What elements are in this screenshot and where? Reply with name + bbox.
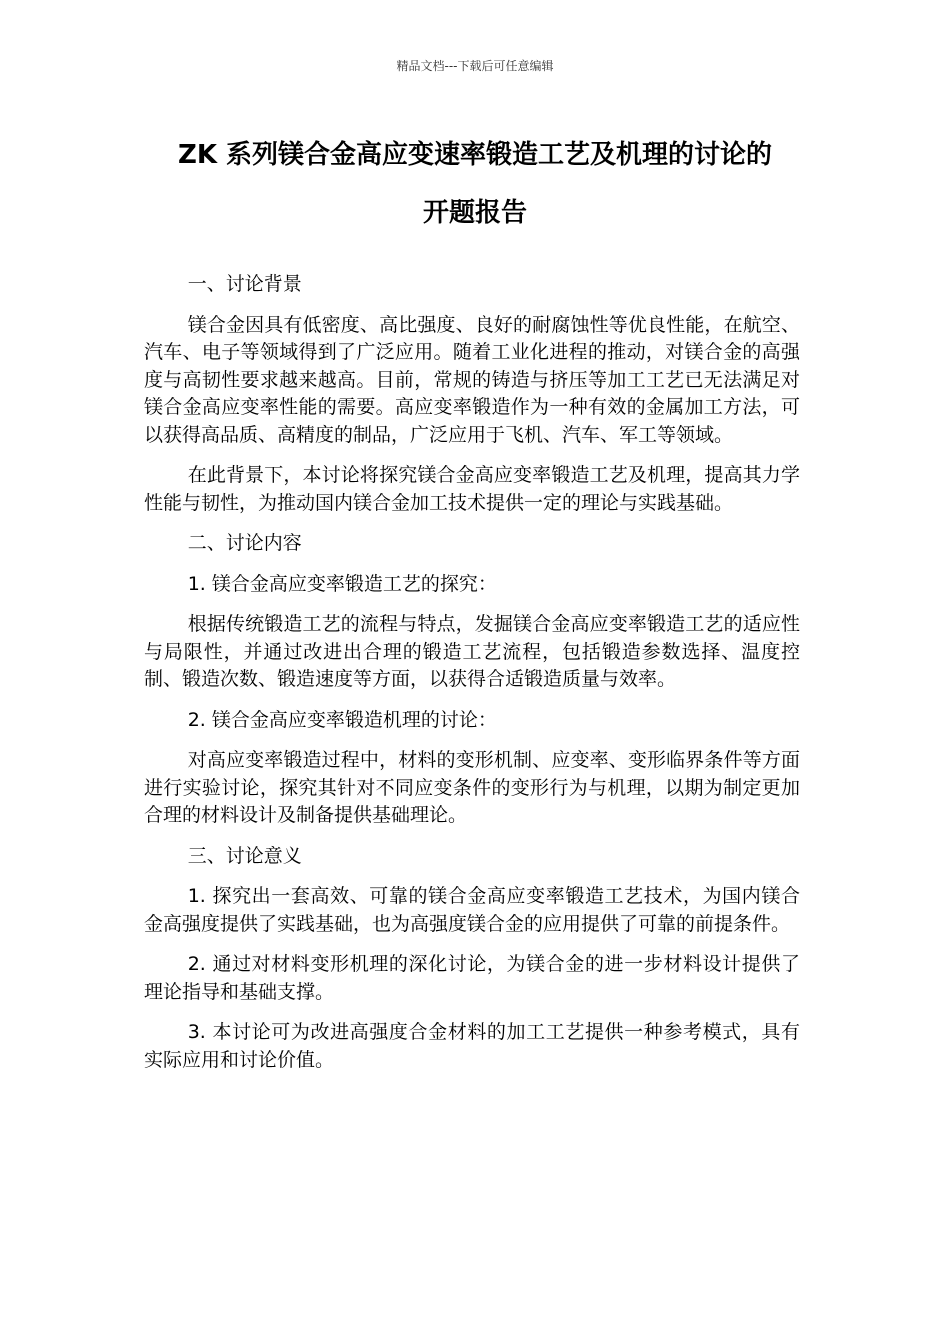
paragraph-background-1: 镁合金因具有低密度、高比强度、良好的耐腐蚀性等优良性能，在航空、汽车、电子等领域得到了广泛应用。随着工业化进程的推动，对镁合金的高强度与高韧性要求越来越高。目前，常规的铸造与挤压等加工工艺已无法满足对镁合金高应变率性能的需要。高应变率锻造作为一种有效的金属加工方法，可以获得高品质、高精度的制品，广泛应用于飞机、汽车、军工等领域。	[144, 313, 800, 446]
subheading-mechanism: 2. 镁合金高应变率锻造机理的讨论：	[187, 708, 497, 731]
paragraph-significance-1: 1. 探究出一套高效、可靠的镁合金高应变率锻造工艺技术，为国内镁合金高强度提供了实践基础，也为高强度镁合金的应用提供了可靠的前提条件。	[144, 885, 800, 935]
paragraph-significance-3: 3. 本讨论可为改进高强度合金材料的加工工艺提供一种参考模式，具有实际应用和讨论价值。	[144, 1021, 800, 1071]
section-heading-background: 一、讨论背景	[187, 273, 302, 295]
paragraph-mechanism: 对高应变率锻造过程中，材料的变形机制、应变率、变形临界条件等方面进行实验讨论，探究其针对不同应变条件的变形行为与机理，以期为制定更加合理的材料设计及制备提供基础理论。	[144, 749, 800, 826]
section-heading-significance: 三、讨论意义	[187, 844, 302, 867]
paragraph-significance-2: 2. 通过对材料变形机理的深化讨论，为镁合金的进一步材料设计提供了理论指导和基础支撑。	[144, 953, 800, 1003]
subheading-process: 1. 镁合金高应变率锻造工艺的探究：	[187, 572, 497, 595]
header-note: 精品文档---下载后可任意编辑	[396, 59, 554, 73]
document-title-line-2: 开题报告	[422, 198, 527, 228]
document-title-line-1: ZK 系列镁合金高应变速率锻造工艺及机理的讨论的	[177, 140, 773, 170]
paragraph-process: 根据传统锻造工艺的流程与特点，发掘镁合金高应变率锻造工艺的适应性与局限性，并通过改进出合理的锻造工艺流程，包括锻造参数选择、温度控制、锻造次数、锻造速度等方面，以获得合适锻造质量与效率。	[144, 613, 800, 690]
paragraph-background-2: 在此背景下，本讨论将探究镁合金高应变率锻造工艺及机理，提高其力学性能与韧性，为推动国内镁合金加工技术提供一定的理论与实践基础。	[144, 464, 800, 514]
section-heading-content: 二、讨论内容	[187, 532, 302, 554]
document-body	[144, 271, 800, 1087]
